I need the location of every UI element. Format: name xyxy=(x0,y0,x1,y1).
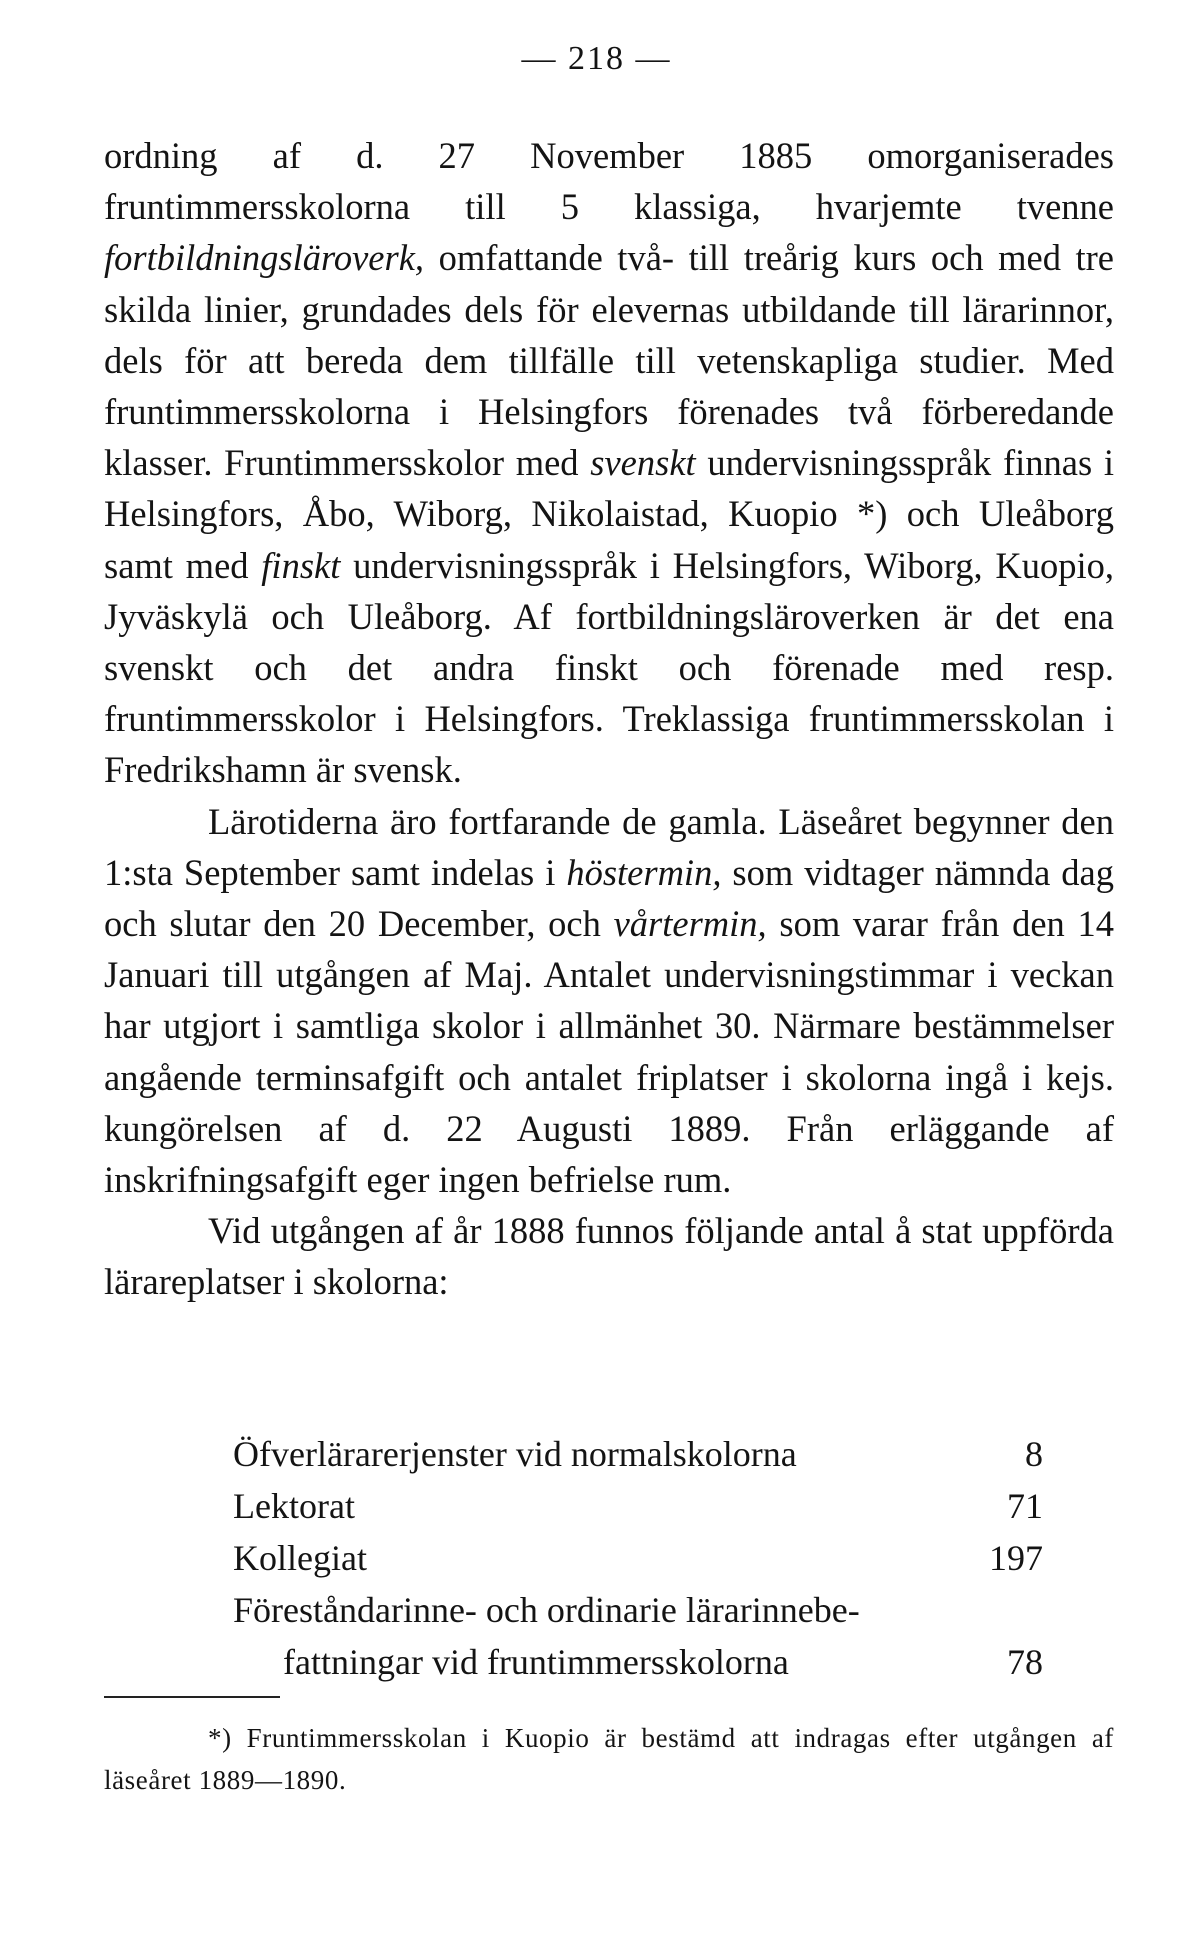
table-row xyxy=(233,1428,1043,1480)
body-text xyxy=(104,130,1114,1308)
paragraph-2-text-3: som varar från den 14 Januari till utgången af Maj. Antalet undervisningstimmar i veckan har utgjort i samtliga skolor i allmänhet 30. Närmare bestämmelser angående terminsafgift och antalet friplatser i skolorna ingå i kejs. kungörelsen af d. 22 Augusti 1889. Från erläggande af inskrifningsafgift eger ingen befrielse rum. xyxy=(104,903,1114,1201)
row-value: 8 xyxy=(1025,1434,1043,1474)
paragraph-2-text-2: som vidtager nämnda dag och slutar den 20 December, och xyxy=(104,851,1114,945)
paragraph-1 xyxy=(104,130,1114,796)
row-label: Föreståndarinne- och ordinarie lärarinnebe- xyxy=(233,1590,860,1630)
table-row xyxy=(233,1532,1043,1584)
paragraph-1-italic-fortbildning: fortbildningsläroverk, xyxy=(104,237,425,279)
paragraph-1-text-1: ordning af d. 27 November 1885 omorganiserades fruntimmersskolorna till 5 klassiga, hvarjemte tvenne xyxy=(104,135,1114,228)
paragraph-1-italic-finskt: finskt xyxy=(261,544,341,586)
teacher-positions-table xyxy=(233,1428,1043,1688)
row-label: fattningar vid fruntimmersskolorna xyxy=(283,1642,789,1682)
table-row xyxy=(233,1636,1043,1688)
footnote-divider xyxy=(104,1696,280,1698)
paragraph-2-text-1: Lärotiderna äro fortfarande de gamla. Läseåret begynner den 1:sta September samt indelas i xyxy=(104,800,1114,893)
row-label: Lektorat xyxy=(233,1486,355,1526)
row-value: 197 xyxy=(989,1538,1043,1578)
paragraph-1-text-3: undervisningsspråk finnas i Helsingfors, Åbo, Wiborg, Nikolaistad, Kuopio *) och Uleåborg samt med xyxy=(104,442,1114,586)
footnote xyxy=(104,1717,1114,1801)
table-row xyxy=(233,1584,1043,1636)
footnote-text: *) Fruntimmersskolan i Kuopio är bestämd att indragas efter utgången af läseåret 1889—1890. xyxy=(104,1723,1114,1795)
paragraph-1-text-2: omfattande två- till treårig kurs och med tre skilda linier, grundades dels för elevernas utbildande till lärarinnor, dels för att bereda dem tillfälle till vetenskapliga studier. Med fruntimmersskolorna i Helsingfors förenades två förberedande klasser. Fruntimmersskolor med xyxy=(104,237,1114,484)
paragraph-1-text-4: undervisningsspråk i Helsingfors, Wiborg, Kuopio, Jyväskylä och Uleåborg. Af fortbildningsläroverken är det ena svenskt och det andra finskt och förenade med resp. fruntimmersskolor i Helsingfors. Treklassiga fruntimmersskolan i Fredrikshamn är svensk. xyxy=(104,544,1114,791)
paragraph-2-italic-vartermin: vårtermin, xyxy=(613,903,767,945)
table-row xyxy=(233,1480,1043,1532)
paragraph-1-italic-svenskt: svenskt xyxy=(590,442,696,484)
row-label: Öfverlärarerjenster vid normalskolorna xyxy=(233,1434,797,1474)
paragraph-2 xyxy=(104,796,1114,1206)
paragraph-3: Vid utgången af år 1888 funnos följande antal å stat uppförda lärareplatser i skolorna: xyxy=(104,1210,1114,1303)
paragraph-2-italic-hosttermin: höstermin, xyxy=(566,851,722,893)
row-label: Kollegiat xyxy=(233,1538,367,1578)
row-value: 78 xyxy=(1007,1642,1043,1682)
page-number: — 218 — xyxy=(521,40,672,77)
row-value: 71 xyxy=(1007,1486,1043,1526)
